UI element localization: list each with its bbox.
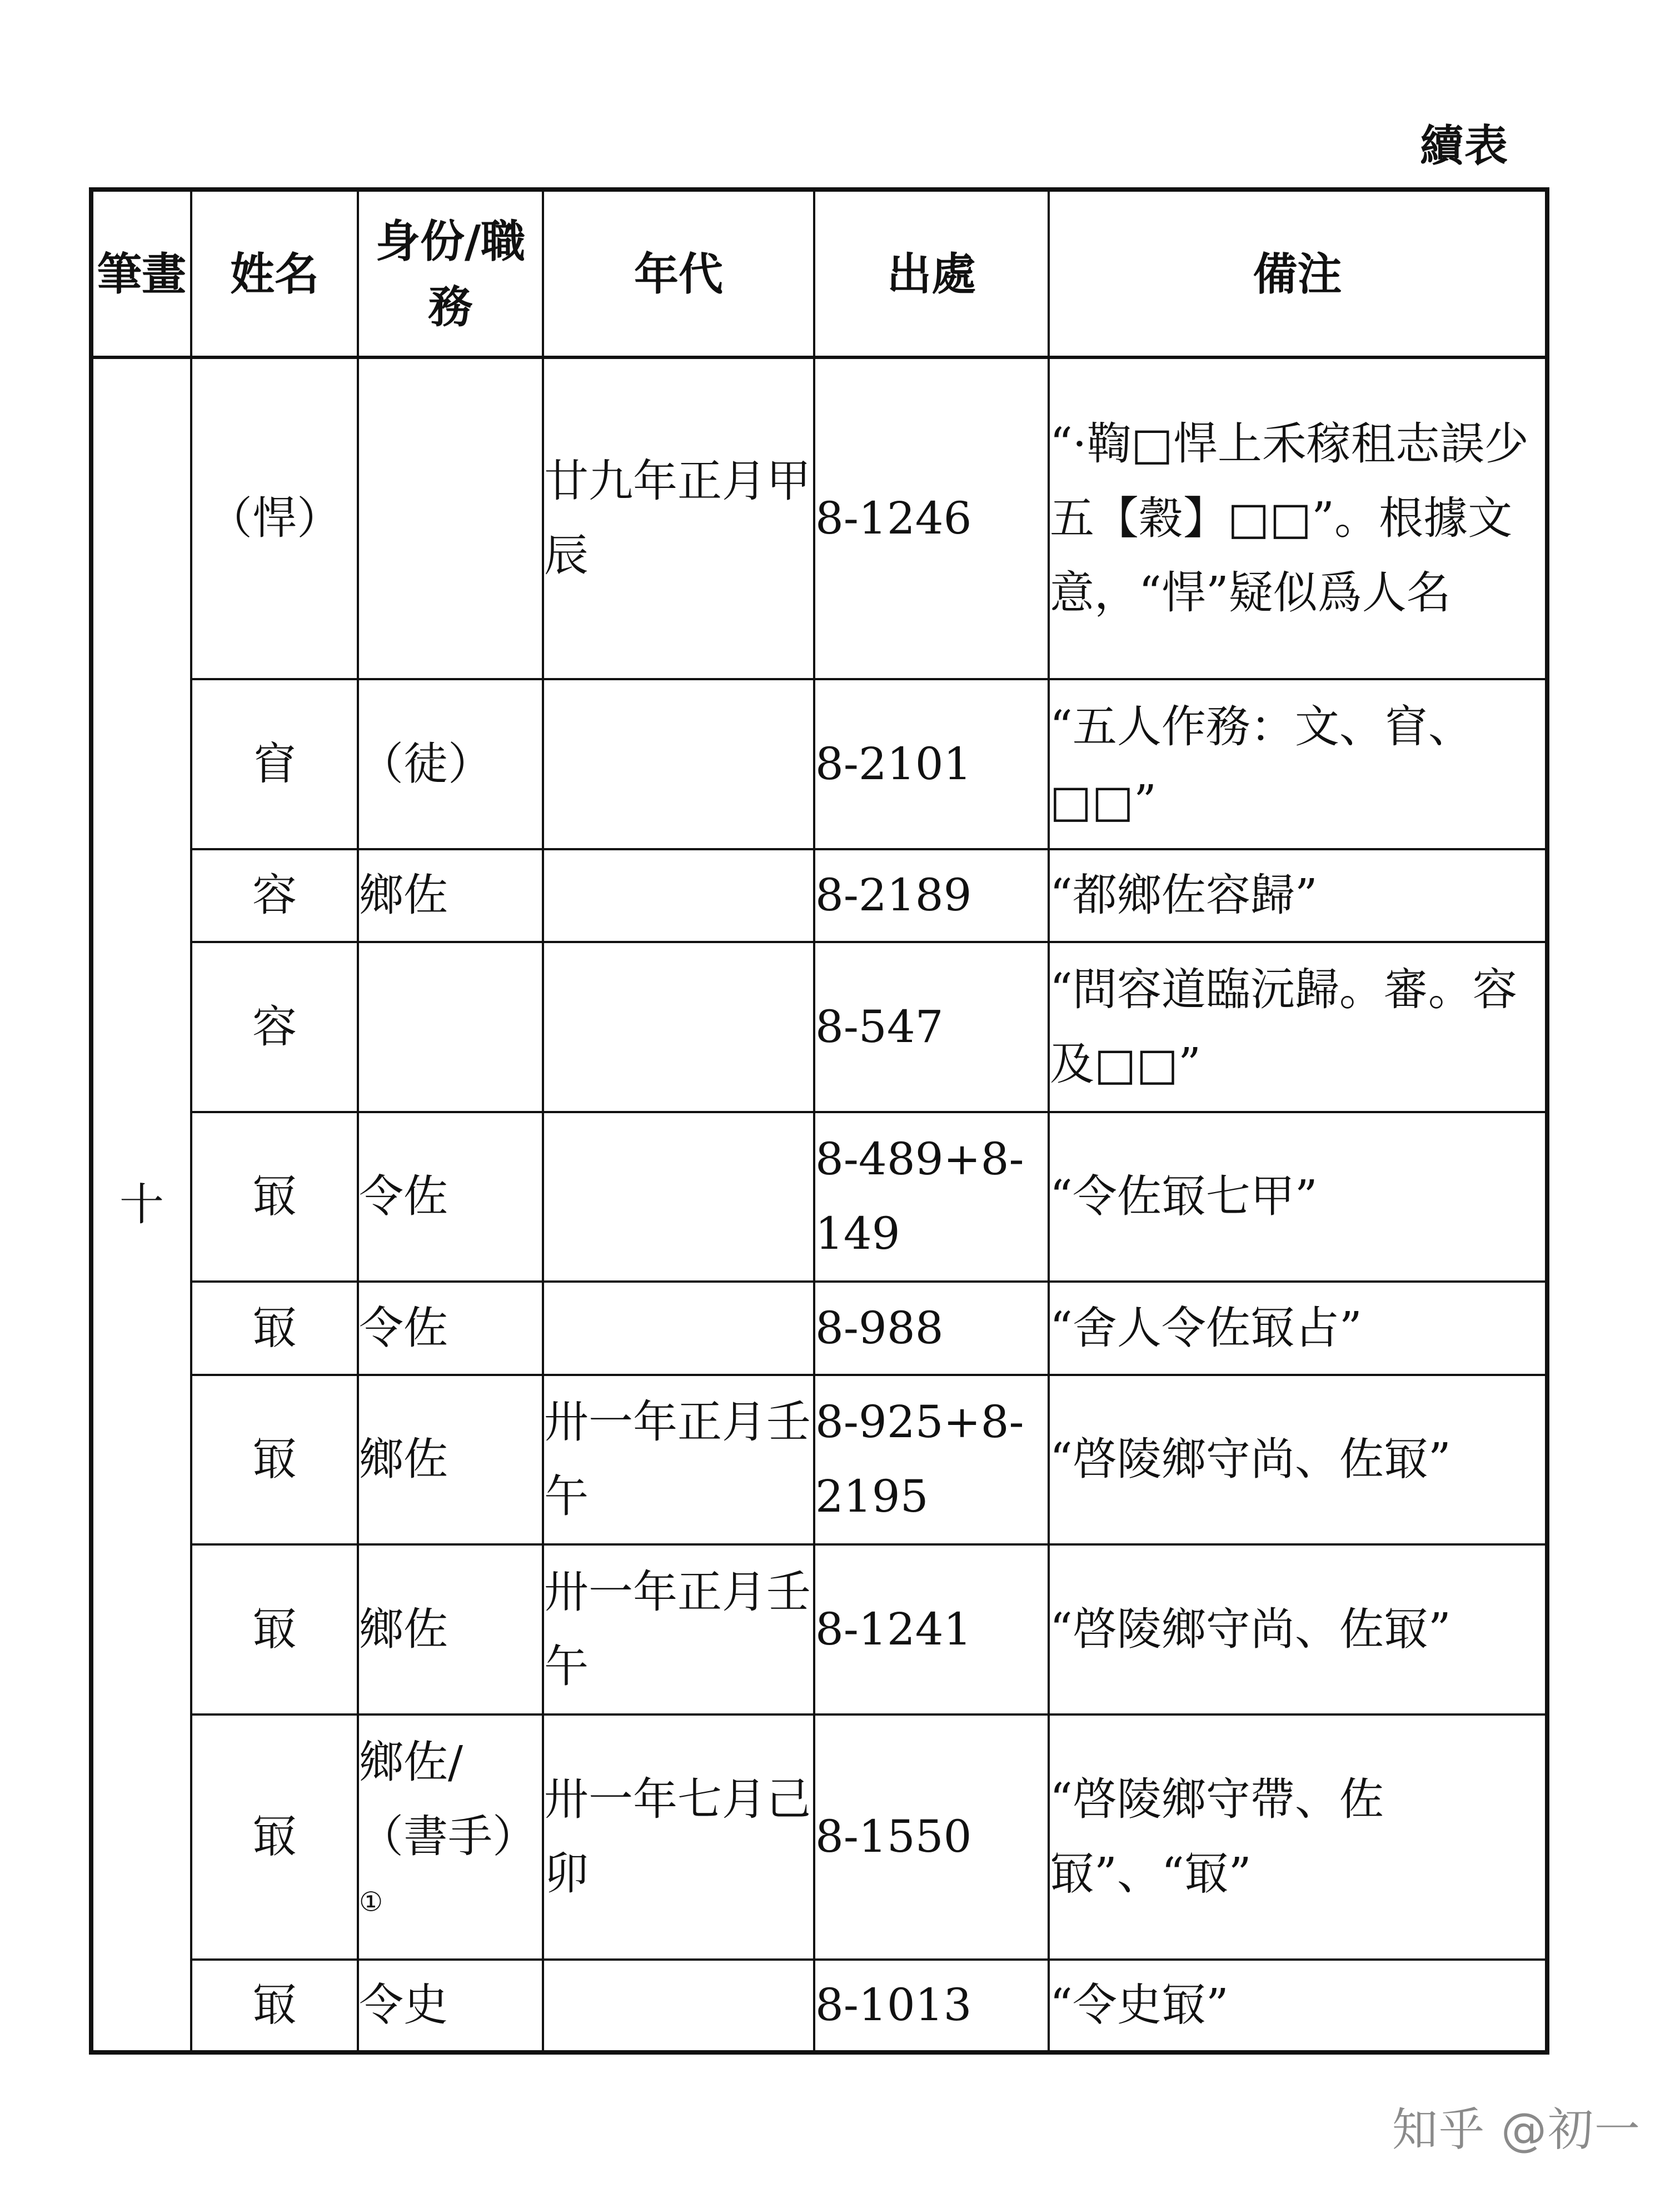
note-cell: “啓陵鄉守帶、佐冣”、“冣” [1049,1714,1547,1960]
role-cell: 令佐 [358,1282,543,1374]
role-cell: （徒） [358,679,543,849]
source-cell: 8-988 [814,1282,1049,1374]
table-row [91,1282,1547,1374]
name-cell: 冣 [191,1960,358,2052]
note-cell: “令佐冣七甲” [1049,1112,1547,1282]
table-row [91,357,1547,679]
name-cell: 冣 [191,1544,358,1714]
date-cell: 卅一年正月壬午 [543,1375,814,1545]
source-cell: 8-2101 [814,679,1049,849]
header-row [91,190,1547,357]
date-cell: 卅一年七月己卯 [543,1714,814,1960]
header-name: 姓名 [191,190,358,357]
table-row [91,942,1547,1112]
records-table [89,187,1549,2055]
table-row [91,1375,1547,1545]
source-cell: 8-489+8-149 [814,1112,1049,1282]
note-cell: “五人作務：文、窅、□□” [1049,679,1547,849]
table-row [91,1544,1547,1714]
role-cell: 鄉佐 [358,849,543,942]
date-cell: 卅一年正月壬午 [543,1544,814,1714]
date-cell [543,679,814,849]
date-cell: 廿九年正月甲辰 [543,357,814,679]
note-cell: “令史冣” [1049,1960,1547,2052]
role-cell [358,1714,543,1960]
source-cell: 8-547 [814,942,1049,1112]
role-cell: 鄉佐 [358,1544,543,1714]
date-cell [543,1282,814,1374]
table-row [91,849,1547,942]
name-cell: 冣 [191,1112,358,1282]
source-cell: 8-925+8-2195 [814,1375,1049,1545]
table-row [91,679,1547,849]
role-cell: 令史 [358,1960,543,2052]
source-cell: 8-1241 [814,1544,1049,1714]
table-row [91,1960,1547,2052]
header-stroke: 筆畫 [91,190,191,357]
date-cell [543,942,814,1112]
note-cell: “都鄉佐容歸” [1049,849,1547,942]
note-cell: “啓陵鄉守尚、佐冣” [1049,1544,1547,1714]
stroke-count-cell: 十 [91,357,191,2052]
role-cell: 鄉佐 [358,1375,543,1545]
header-note: 備注 [1049,190,1547,357]
footnote-marker: ① [359,1886,383,1918]
role-cell [358,357,543,679]
name-cell: （悍） [191,357,358,679]
source-cell: 8-1013 [814,1960,1049,2052]
role-text: 鄉佐/（書手） [359,1736,537,1863]
note-cell: “問容道臨沅歸。審。容及□□” [1049,942,1547,1112]
note-cell: “·鞫□悍上禾稼租志誤少五【穀】□□”。根據文意，“悍”疑似爲人名 [1049,357,1547,679]
table-caption: 續表 [1419,121,1509,171]
name-cell: 容 [191,849,358,942]
role-cell [358,942,543,1112]
name-cell: 冣 [191,1282,358,1374]
note-cell: “啓陵鄉守尚、佐冣” [1049,1375,1547,1545]
name-cell: 窅 [191,679,358,849]
watermark: 知乎 @初一 [1392,2104,1641,2156]
name-cell: 冣 [191,1714,358,1960]
header-date: 年代 [543,190,814,357]
table-row [91,1112,1547,1282]
name-cell: 容 [191,942,358,1112]
date-cell [543,849,814,942]
header-role: 身份/職務 [358,190,543,357]
source-cell: 8-1246 [814,357,1049,679]
date-cell [543,1960,814,2052]
note-cell: “舍人令佐冣占” [1049,1282,1547,1374]
source-cell: 8-2189 [814,849,1049,942]
name-cell: 冣 [191,1375,358,1545]
header-source: 出處 [814,190,1049,357]
table-row [91,1714,1547,1960]
date-cell [543,1112,814,1282]
source-cell: 8-1550 [814,1714,1049,1960]
role-cell: 令佐 [358,1112,543,1282]
